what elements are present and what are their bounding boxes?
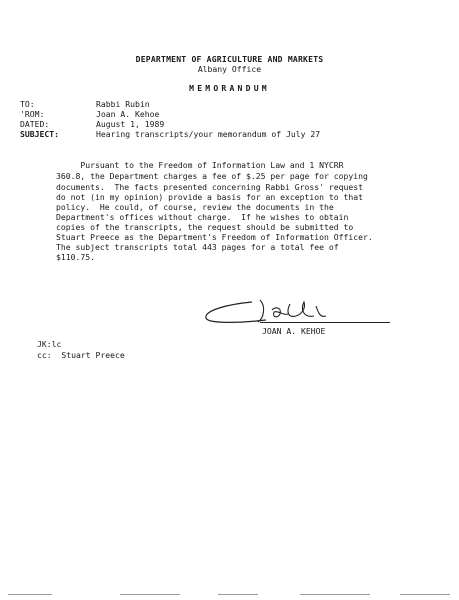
scan-artifact xyxy=(400,594,450,595)
body-line: policy. He could, of course, review the documents in the xyxy=(56,202,334,212)
body-line: documents. The facts presented concerning Rabbi Gross' request xyxy=(56,182,363,192)
scan-artifact xyxy=(120,594,180,595)
office-heading: Albany Office xyxy=(197,64,262,74)
body-line: Department's offices without charge. If he wishes to obtain xyxy=(56,212,349,222)
body-line: Stuart Preece as the Department's Freedom of Information Officer. xyxy=(56,232,373,242)
body-line: The subject transcripts total 443 pages for a total fee of xyxy=(56,242,339,252)
typist-initials: JK:lc xyxy=(37,339,62,349)
signer-name: JOAN A. KEHOE xyxy=(262,326,326,336)
dated-label: DATED: xyxy=(20,119,50,129)
to-value: Rabbi Rubin xyxy=(96,99,150,109)
department-heading: DEPARTMENT OF AGRICULTURE AND MARKETS xyxy=(135,54,324,64)
scan-artifact xyxy=(218,594,258,595)
signature-line xyxy=(260,322,390,323)
subject-label: SUBJECT: xyxy=(20,129,59,139)
to-label: TO: xyxy=(20,99,35,109)
from-value: Joan A. Kehoe xyxy=(96,109,160,119)
body-line: 360.8, the Department charges a fee of $.25 per page for copying xyxy=(56,171,368,181)
body-line: copies of the transcripts, the request should be submitted to xyxy=(56,222,354,232)
from-label: 'ROM: xyxy=(20,109,45,119)
cc-line: cc: Stuart Preece xyxy=(37,350,125,360)
dated-value: August 1, 1989 xyxy=(96,119,165,129)
memorandum-title: MEMORANDUM xyxy=(189,83,270,93)
body-line: Pursuant to the Freedom of Information Law and 1 NYCRR xyxy=(56,160,344,170)
subject-value: Hearing transcripts/your memorandum of July 27 xyxy=(96,129,321,139)
scan-artifact xyxy=(300,594,370,595)
scan-artifact xyxy=(8,594,52,595)
body-line: $110.75. xyxy=(56,252,95,262)
body-line: do not (in my opinion) provide a basis for an exception to that xyxy=(56,192,363,202)
